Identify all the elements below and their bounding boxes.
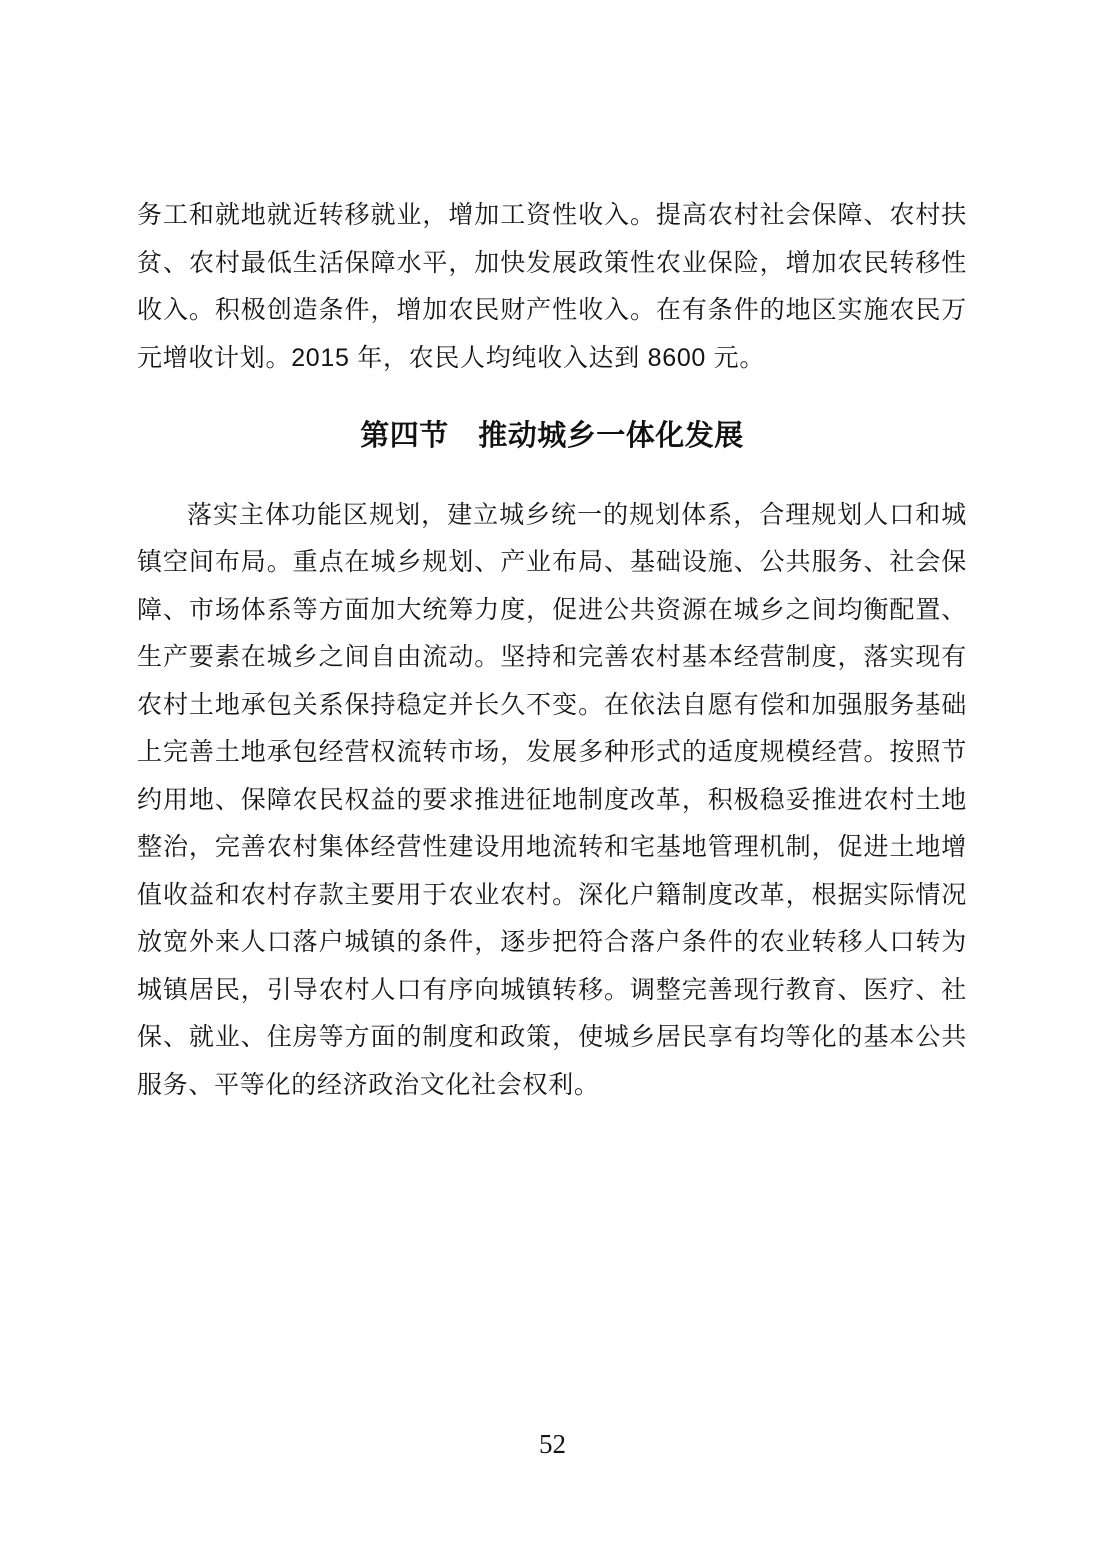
body-paragraph: 落实主体功能区规划，建立城乡统一的规划体系，合理规划人口和城镇空间布局。重点在城乡规划、产业布局、基础设施、公共服务、社会保障、市场体系等方面加大统筹力度，促进公共资源在城乡之间均衡配置、生产要素在城乡之间自由流动。坚持和完善农村基本经营制度，落实现有农村土地承包关系保持稳定并长久不变。在依法自愿有偿和加强服务基础上完善土地承包经营权流转市场，发展多种形式的适度规模经营。按照节约用地、保障农民权益的要求推进征地制度改革，积极稳妥推进农村土地整治，完善农村集体经营性建设用地流转和宅基地管理机制，促进土地增值收益和农村存款主要用于农业农村。深化户籍制度改革，根据实际情况放宽外来人口落户城镇的条件，逐步把符合落户条件的农业转移人口转为城镇居民，引导农村人口有序向城镇转移。调整完善现行教育、医疗、社保、就业、住房等方面的制度和政策，使城乡居民享有均等化的基本公共服务、平等化的经济政治文化社会权利。	[137, 500, 967, 1099]
page-number: 52	[539, 1429, 566, 1459]
page-content	[137, 192, 967, 1109]
body-paragraph-continued: 务工和就地就近转移就业，增加工资性收入。提高农村社会保障、农村扶贫、农村最低生活保障水平，加快发展政策性农业保险，增加农民转移性收入。积极创造条件，增加农民财产性收入。在有条件的地区实施农民万元增收计划。2015 年，农民人均纯收入达到 8600 元。	[137, 201, 967, 372]
section-heading: 第四节 推动城乡一体化发展	[360, 420, 744, 452]
